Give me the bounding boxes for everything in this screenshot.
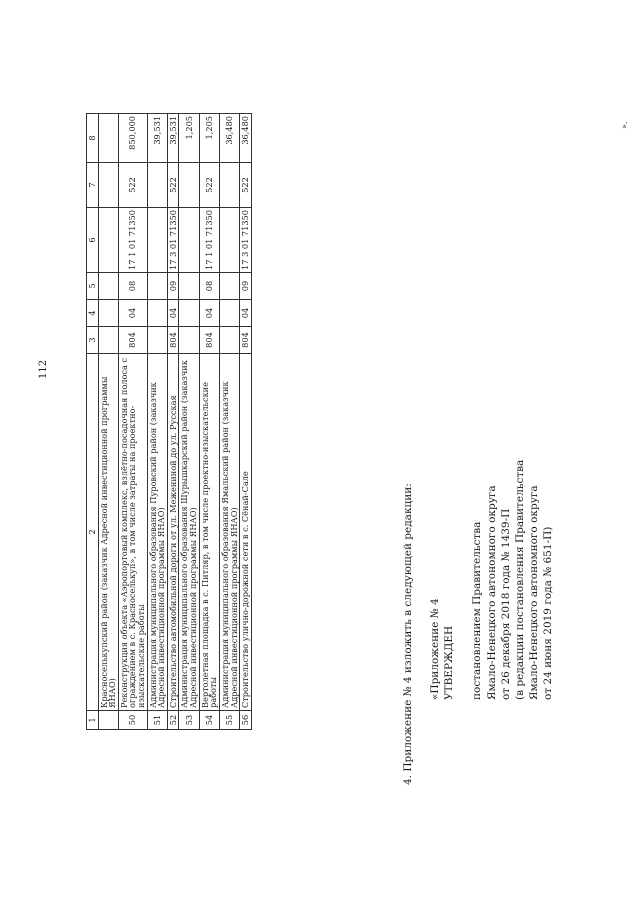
cell-5: 08 bbox=[118, 273, 147, 300]
budget-table bbox=[86, 113, 252, 730]
row-name: Администрация муниципального образования Шурышкарский район (заказчик Адресной инвестиционной программы ЯНАО) bbox=[179, 354, 199, 711]
cell-6: 17 1 01 71350 bbox=[118, 208, 147, 273]
spacer bbox=[456, 460, 470, 700]
cell-5: 09 bbox=[167, 273, 179, 300]
amendment-paragraph: 4. Приложение № 4 изложить в следующей редакции: bbox=[402, 483, 414, 785]
cell-3: 804 bbox=[199, 327, 219, 354]
approval-line: от 24 июня 2019 года № 651-П) bbox=[542, 526, 555, 700]
cell-6: 17 3 01 71350 bbox=[240, 208, 252, 273]
cell-7 bbox=[98, 163, 118, 208]
cell-4: 04 bbox=[167, 300, 179, 327]
cell-6 bbox=[98, 208, 118, 273]
cell-5 bbox=[219, 273, 239, 300]
row-number bbox=[98, 711, 118, 730]
table-row bbox=[240, 114, 252, 730]
cell-5 bbox=[179, 273, 199, 300]
table-row bbox=[118, 114, 147, 730]
cell-5: 09 bbox=[240, 273, 252, 300]
cell-8: 39,531 bbox=[167, 114, 179, 163]
table-row bbox=[167, 114, 179, 730]
page-number: 112 bbox=[38, 359, 49, 379]
cell-4: 04 bbox=[118, 300, 147, 327]
approval-line: Ямало-Ненецкого автономного округа bbox=[528, 485, 541, 700]
row-name: Строительство автомобильной дороги от ул. Межениной до ул. Русская bbox=[167, 354, 179, 711]
row-number: 55 bbox=[219, 711, 239, 730]
approval-line: Ямало-Ненецкого автономного округа bbox=[485, 485, 498, 700]
cell-6 bbox=[179, 208, 199, 273]
cell-3: 804 bbox=[118, 327, 147, 354]
cell-4 bbox=[179, 300, 199, 327]
approval-line: (в редакции постановления Правительства bbox=[513, 459, 526, 700]
header-cell: 5 bbox=[87, 273, 99, 300]
cell-5 bbox=[98, 273, 118, 300]
cell-3 bbox=[147, 327, 167, 354]
closing-quote-mark: ». bbox=[620, 121, 629, 129]
row-name: Красноселькупский район (заказчик Адресной инвестиционной программы ЯНАО) bbox=[98, 354, 118, 711]
cell-4 bbox=[147, 300, 167, 327]
cell-7 bbox=[179, 163, 199, 208]
cell-3: 804 bbox=[240, 327, 252, 354]
row-name: Администрация муниципального образования Пуровский район (заказчик Адресной инвестиционной программы ЯНАО) bbox=[147, 354, 167, 711]
approval-line: «Приложение № 4 bbox=[429, 598, 441, 700]
cell-7 bbox=[219, 163, 239, 208]
table-header-row bbox=[87, 114, 99, 730]
cell-7: 522 bbox=[199, 163, 219, 208]
row-number: 52 bbox=[167, 711, 179, 730]
row-number: 56 bbox=[240, 711, 252, 730]
table-row bbox=[98, 114, 118, 730]
header-cell: 7 bbox=[87, 163, 99, 208]
header-cell: 3 bbox=[87, 327, 99, 354]
cell-7: 522 bbox=[118, 163, 147, 208]
row-name: Вертолетная площадка в с. Питляр, в том числе проектно-изыскательские работы bbox=[199, 354, 219, 711]
row-name: Строительство улично-дорожной сети в с. Сёнай-Сале bbox=[240, 354, 252, 711]
cell-8 bbox=[98, 114, 118, 163]
cell-8: 1,205 bbox=[199, 114, 219, 163]
cell-7 bbox=[147, 163, 167, 208]
cell-8: 36,480 bbox=[219, 114, 239, 163]
cell-3: 804 bbox=[167, 327, 179, 354]
approval-line: УТВЕРЖДЕН bbox=[443, 625, 456, 700]
cell-7: 522 bbox=[240, 163, 252, 208]
cell-6: 17 1 01 71350 bbox=[199, 208, 219, 273]
table-row bbox=[179, 114, 199, 730]
cell-5: 08 bbox=[199, 273, 219, 300]
cell-5 bbox=[147, 273, 167, 300]
header-cell: 6 bbox=[87, 208, 99, 273]
cell-4: 04 bbox=[199, 300, 219, 327]
cell-6 bbox=[147, 208, 167, 273]
cell-3 bbox=[98, 327, 118, 354]
approval-line: от 26 декабря 2018 года № 1439-П bbox=[499, 508, 512, 700]
cell-4 bbox=[219, 300, 239, 327]
cell-8: 1,205 bbox=[179, 114, 199, 163]
cell-8: 36,480 bbox=[240, 114, 252, 163]
table-row bbox=[219, 114, 239, 730]
cell-3 bbox=[179, 327, 199, 354]
header-cell: 4 bbox=[87, 300, 99, 327]
header-cell: 2 bbox=[87, 354, 99, 711]
row-name: Реконструкция объекта «Аэропортовый комплекс, взлётно-посадочная полоса с ограждением в с. Красноселькуп», в том числе затраты на проектно-изыскательские работы bbox=[118, 354, 147, 711]
header-cell: 8 bbox=[87, 114, 99, 163]
cell-8: 39,531 bbox=[147, 114, 167, 163]
cell-4: 04 bbox=[240, 300, 252, 327]
header-cell: 1 bbox=[87, 711, 99, 730]
table-row bbox=[147, 114, 167, 730]
approval-block bbox=[428, 460, 555, 700]
table-row bbox=[199, 114, 219, 730]
approval-line: постановлением Правительства bbox=[471, 521, 484, 700]
cell-4 bbox=[98, 300, 118, 327]
cell-6: 17 3 01 71350 bbox=[167, 208, 179, 273]
row-number: 50 bbox=[118, 711, 147, 730]
row-name: Администрация муниципального образования Ямальский район (заказчик Адресной инвестиционной программы ЯНАО) bbox=[219, 354, 239, 711]
cell-3 bbox=[219, 327, 239, 354]
cell-8: 850,000 bbox=[118, 114, 147, 163]
cell-7: 522 bbox=[167, 163, 179, 208]
row-number: 53 bbox=[179, 711, 199, 730]
row-number: 51 bbox=[147, 711, 167, 730]
cell-6 bbox=[219, 208, 239, 273]
row-number: 54 bbox=[199, 711, 219, 730]
